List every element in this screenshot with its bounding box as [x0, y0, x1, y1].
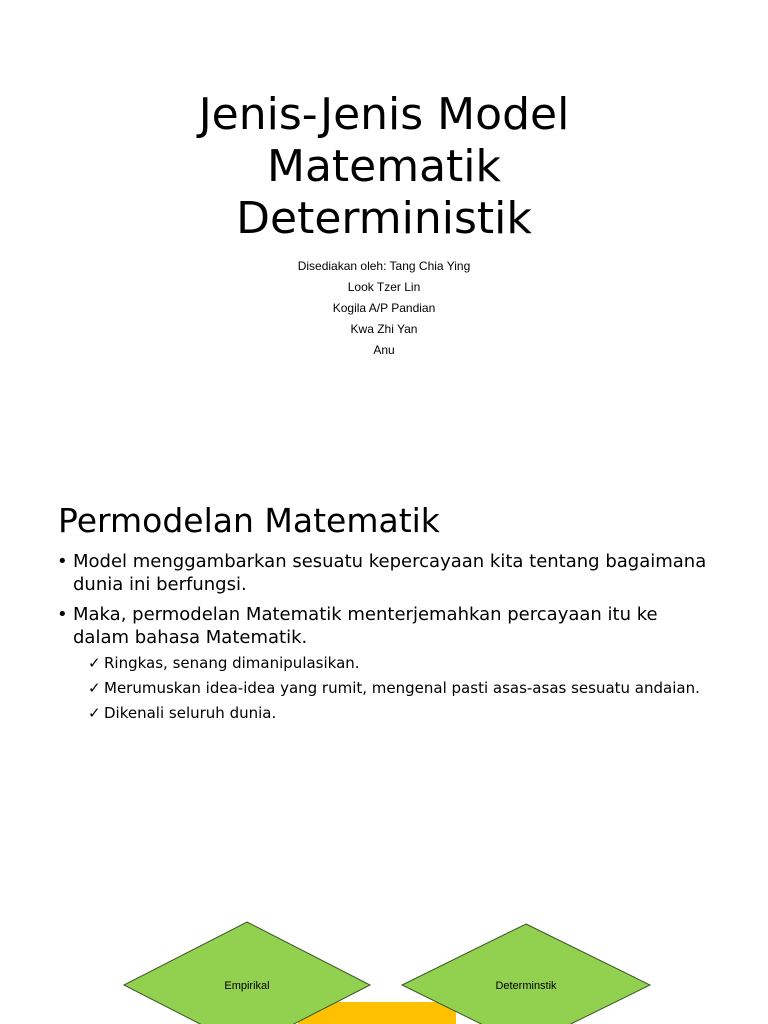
checklist-text: Ringkas, senang dimanipulasikan.	[104, 654, 360, 672]
bullet-dot-icon: •	[57, 551, 68, 572]
bullet-item	[56, 550, 716, 596]
checklist-text: Dikenali seluruh dunia.	[104, 704, 277, 722]
title-slide	[0, 0, 768, 432]
bullet-list	[56, 550, 716, 728]
author-line: Look Tzer Lin	[347, 280, 421, 294]
checkmark-icon: ✓	[88, 679, 101, 697]
checklist-item	[88, 678, 716, 698]
presentation-title	[0, 89, 768, 245]
checkmark-icon: ✓	[88, 704, 101, 722]
model-diagram	[0, 864, 768, 1024]
author-list	[0, 256, 768, 361]
checklist-text: Merumuskan idea-idea yang rumit, mengenal pasti asas-asas sesuatu andaian.	[104, 679, 700, 697]
author-line: Disediakan oleh: Tang Chia Ying	[297, 259, 471, 273]
bullet-text: Model menggambarkan sesuatu kepercayaan kita tentang bagaimana dunia ini berfungsi.	[73, 551, 707, 595]
author-line: Anu	[373, 343, 395, 357]
diamond-empirikal-label: Empirikal	[224, 980, 270, 992]
author-line: Kwa Zhi Yan	[350, 322, 418, 336]
title-line: Deterministik	[236, 193, 532, 245]
bullet-item	[56, 603, 716, 649]
diagram-slide	[0, 864, 768, 1024]
checkmark-icon: ✓	[88, 654, 101, 672]
content-slide	[0, 432, 768, 864]
slide-title: Permodelan Matematik	[58, 501, 440, 541]
diamond-deterministik-label: Determinstik	[495, 980, 557, 992]
checklist-item	[88, 703, 716, 723]
checklist-item	[88, 653, 716, 673]
checklist	[88, 653, 716, 723]
title-line: Matematik	[266, 141, 502, 193]
author-line: Kogila A/P Pandian	[332, 301, 436, 315]
title-line: Jenis-Jenis Model	[198, 89, 570, 141]
bullet-dot-icon: •	[57, 604, 68, 625]
bullet-text: Maka, permodelan Matematik menterjemahkan percayaan itu ke dalam bahasa Matematik.	[73, 604, 658, 648]
